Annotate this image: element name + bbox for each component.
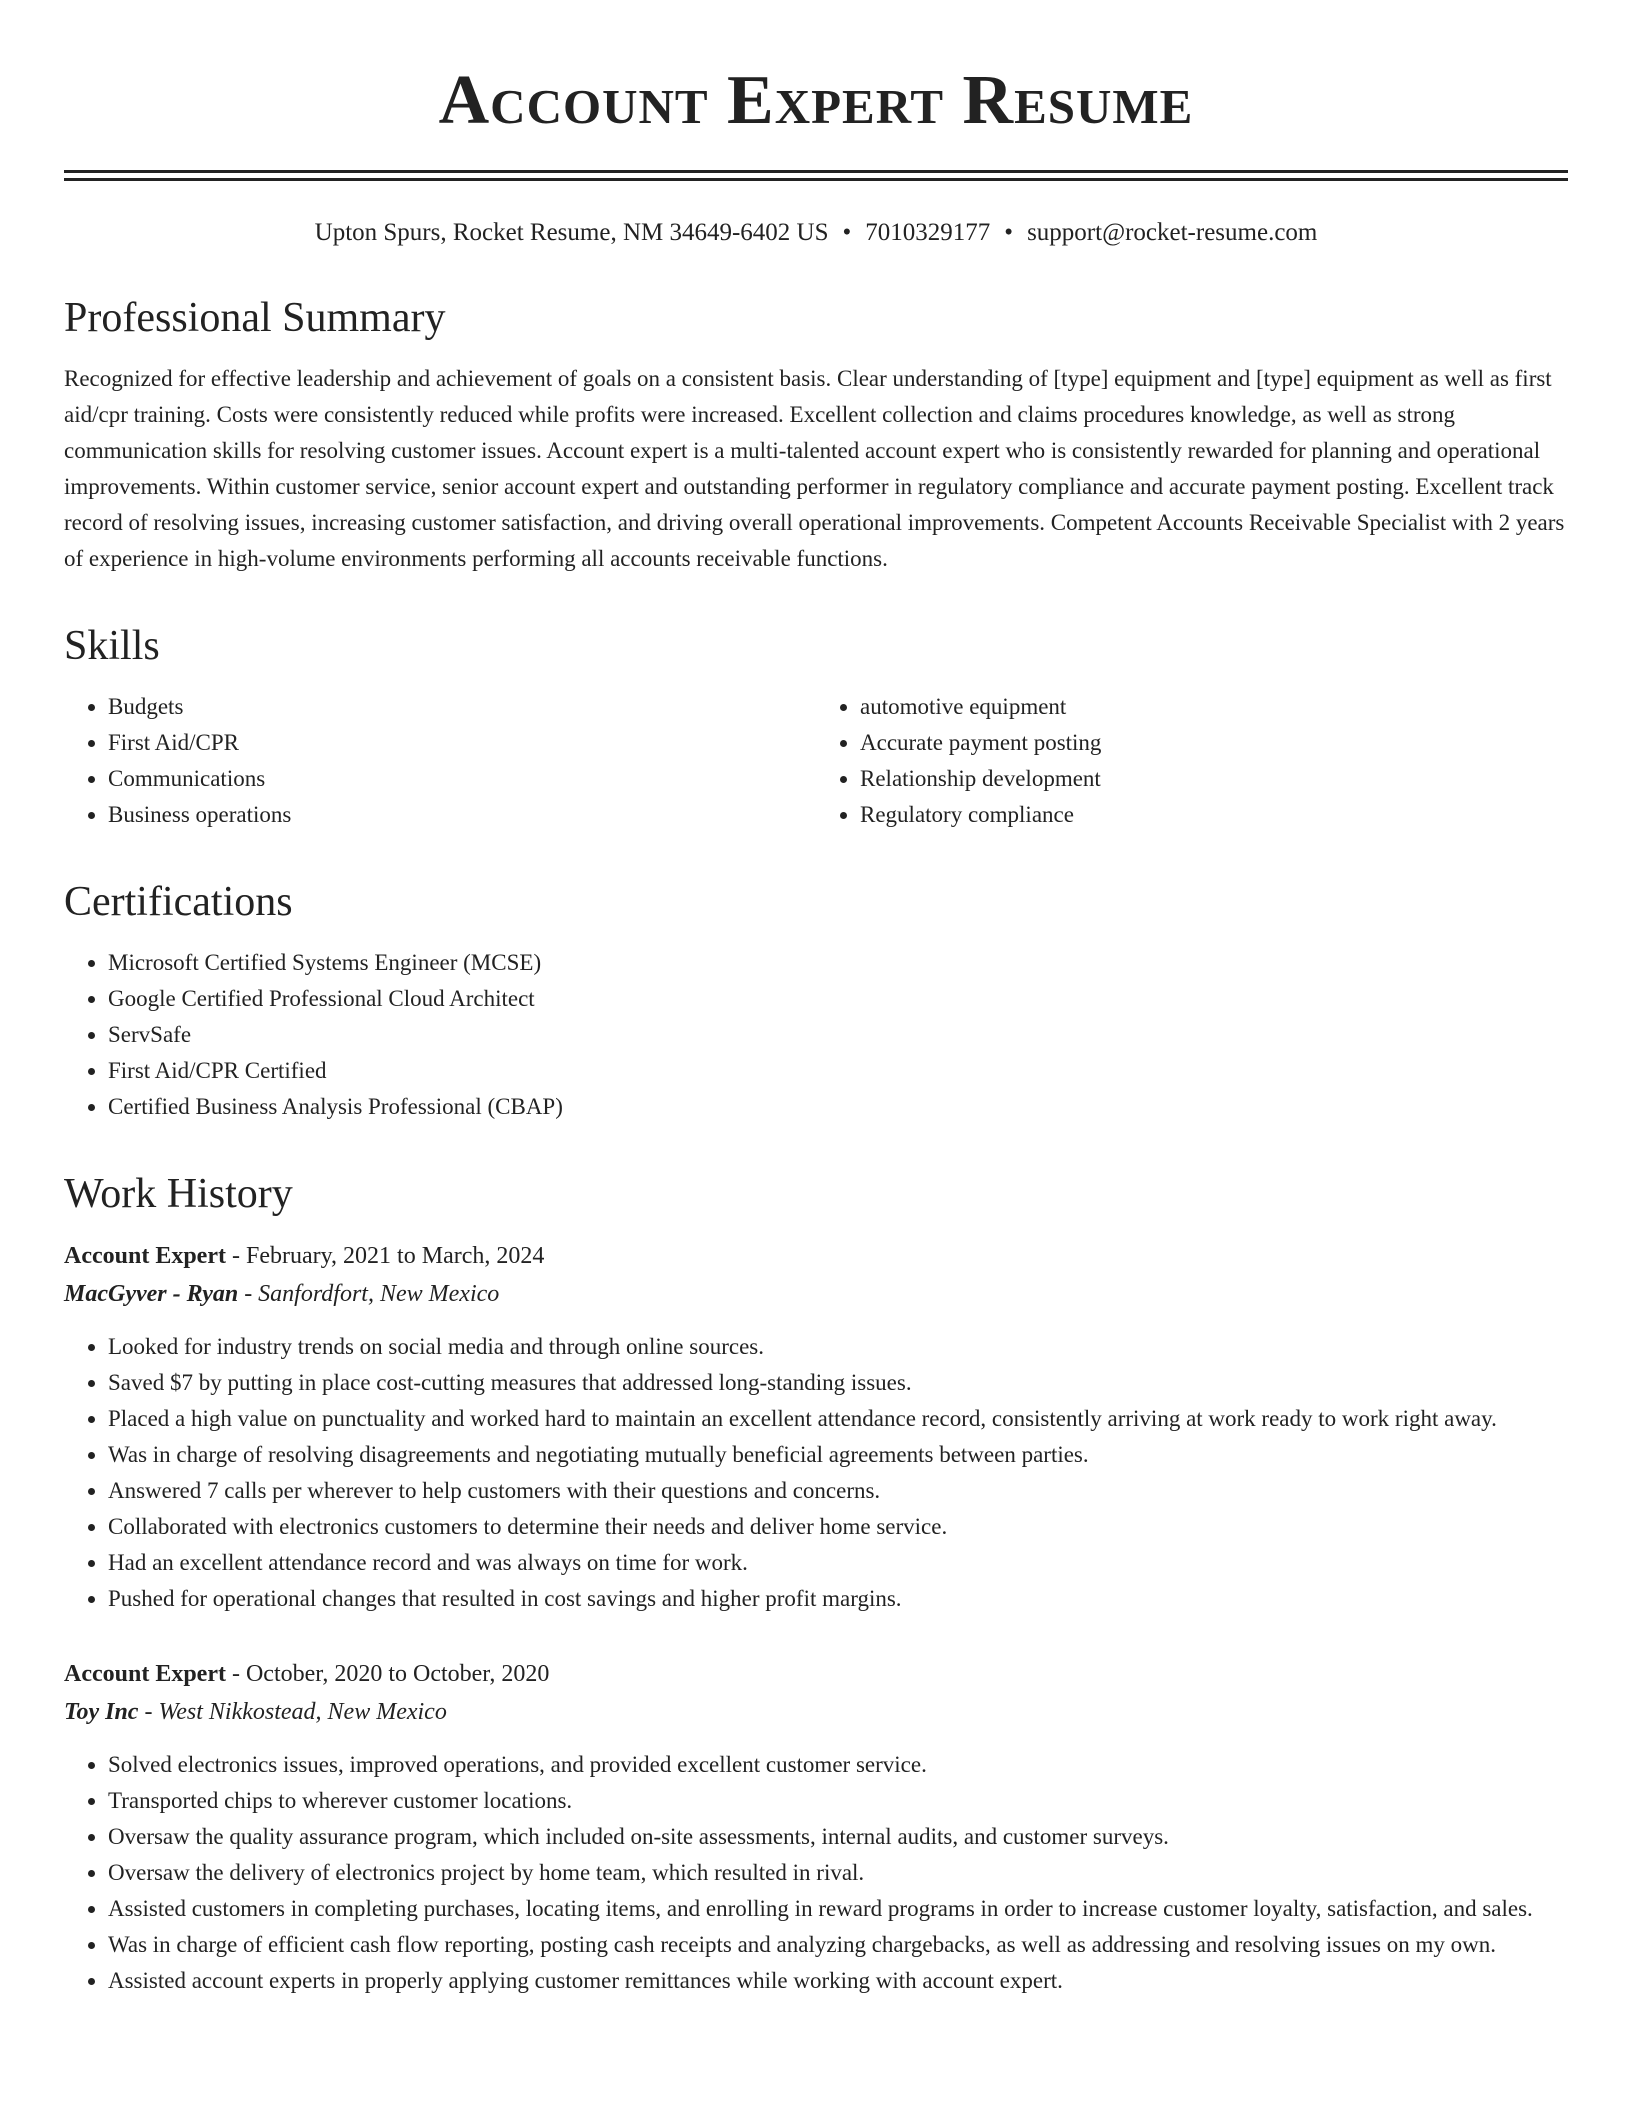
certification-item: • Microsoft Certified Systems Engineer (MCSE) (108, 945, 1568, 981)
job-bullet: • Solved electronics issues, improved operations, and provided excellent customer service. (108, 1747, 1568, 1783)
job-company: MacGyver - Ryan (64, 1281, 239, 1307)
certifications-list (64, 945, 1568, 1125)
job-bullet: • Transported chips to wherever customer locations. (108, 1783, 1568, 1819)
certification-item: • First Aid/CPR Certified (108, 1053, 1568, 1089)
skills-columns (64, 689, 1568, 833)
job-bullet: • Pushed for operational changes that resulted in cost savings and higher profit margins. (108, 1581, 1568, 1617)
job-location: - Sanfordfort, New Mexico (238, 1281, 500, 1307)
contact-line (64, 217, 1568, 249)
job-bullet: • Was in charge of resolving disagreements and negotiating mutually beneficial agreements between parties. (108, 1437, 1568, 1473)
summary-text: Recognized for effective leadership and achievement of goals on a consistent basis. Clear understanding of [type] equipment and [type] equipment as well as first aid/cpr training. Costs were consistently reduced while profits were increased. Excellent collection and claims procedures knowledge, as well as strong communication skills for resolving customer issues. Account expert is a multi-talented account expert who is consistently rewarded for planning and operational improvements. Within customer service, senior account expert and outstanding performer in regulatory compliance and accurate payment posting. Excellent track record of resolving issues, increasing customer satisfaction, and driving overall operational improvements. Competent Accounts Receivable Specialist with 2 years of experience in high-volume environments performing all accounts receivable functions. (64, 366, 1565, 571)
job-bullet: • Had an excellent attendance record and was always on time for work. (108, 1545, 1568, 1581)
skill-item: • Accurate payment posting (860, 725, 1568, 761)
certification-item: • Google Certified Professional Cloud Architect (108, 981, 1568, 1017)
contact-phone: 7010329177 (865, 219, 991, 246)
section-heading-skills: Skills (64, 623, 160, 669)
skill-item: • Regulatory compliance (860, 797, 1568, 833)
professional-summary-section (64, 293, 1568, 577)
skill-item: • Communications (108, 761, 816, 797)
job-bullet: • Was in charge of efficient cash flow reporting, posting cash receipts and analyzing chargebacks, as well as addressing and resolving issues on my own. (108, 1927, 1568, 1963)
job-bullet: • Collaborated with electronics customers to determine their needs and deliver home service. (108, 1509, 1568, 1545)
job-bullet: • Looked for industry trends on social media and through online sources. (108, 1329, 1568, 1365)
page-title: Account Expert Resume (438, 62, 1194, 139)
job-dates: - February, 2021 to March, 2024 (225, 1243, 545, 1269)
job-bullet: • Oversaw the quality assurance program, which included on-site assessments, internal audits, and customer surveys. (108, 1819, 1568, 1855)
job-bullet: • Placed a high value on punctuality and worked hard to maintain an excellent attendance record, consistently arriving at work ready to work right away. (108, 1401, 1568, 1437)
certification-item: • Certified Business Analysis Professional (CBAP) (108, 1089, 1568, 1125)
contact-separator: • (1004, 219, 1014, 246)
skill-item: • Relationship development (860, 761, 1568, 797)
certification-item: • ServSafe (108, 1017, 1568, 1053)
section-heading-summary: Professional Summary (64, 295, 446, 341)
skill-item: • Budgets (108, 689, 816, 725)
job-company: Toy Inc (64, 1699, 139, 1725)
job-bullet: • Oversaw the delivery of electronics project by home team, which resulted in rival. (108, 1855, 1568, 1891)
job-bullet: • Saved $7 by putting in place cost-cutting measures that addressed long-standing issues. (108, 1365, 1568, 1401)
job-bullets (64, 1747, 1568, 1999)
contact-separator: • (842, 219, 852, 246)
certifications-section (64, 877, 1568, 1125)
section-heading-certifications: Certifications (64, 879, 293, 925)
skills-section (64, 621, 1568, 833)
job-bullet: • Answered 7 calls per wherever to help customers with their questions and concerns. (108, 1473, 1568, 1509)
job-bullet: • Assisted account experts in properly applying customer remittances while working with account expert. (108, 1963, 1568, 1999)
contact-email: support@rocket-resume.com (1027, 219, 1318, 246)
skill-item: • First Aid/CPR (108, 725, 816, 761)
job-role: Account Expert (64, 1661, 226, 1687)
contact-address: Upton Spurs, Rocket Resume, NM 34649-6402 US (314, 219, 829, 246)
skills-list-right (816, 689, 1568, 833)
job-entry (64, 1655, 1568, 1999)
job-company-line (64, 1693, 1568, 1731)
skills-list-left (64, 689, 816, 833)
skill-item: • automotive equipment (860, 689, 1568, 725)
skill-item: • Business operations (108, 797, 816, 833)
job-entry (64, 1237, 1568, 1617)
title-divider (64, 170, 1568, 181)
job-role: Account Expert (64, 1243, 226, 1269)
job-company-line (64, 1275, 1568, 1313)
job-dates: - October, 2020 to October, 2020 (225, 1661, 550, 1687)
job-title-line (64, 1237, 1568, 1275)
job-title-line (64, 1655, 1568, 1693)
job-bullet: • Assisted customers in completing purchases, locating items, and enrolling in reward programs in order to increase customer loyalty, satisfaction, and sales. (108, 1891, 1568, 1927)
section-heading-work-history: Work History (64, 1171, 293, 1217)
job-bullets (64, 1329, 1568, 1617)
job-location: - West Nikkostead, New Mexico (138, 1699, 447, 1725)
work-history-section (64, 1169, 1568, 1999)
